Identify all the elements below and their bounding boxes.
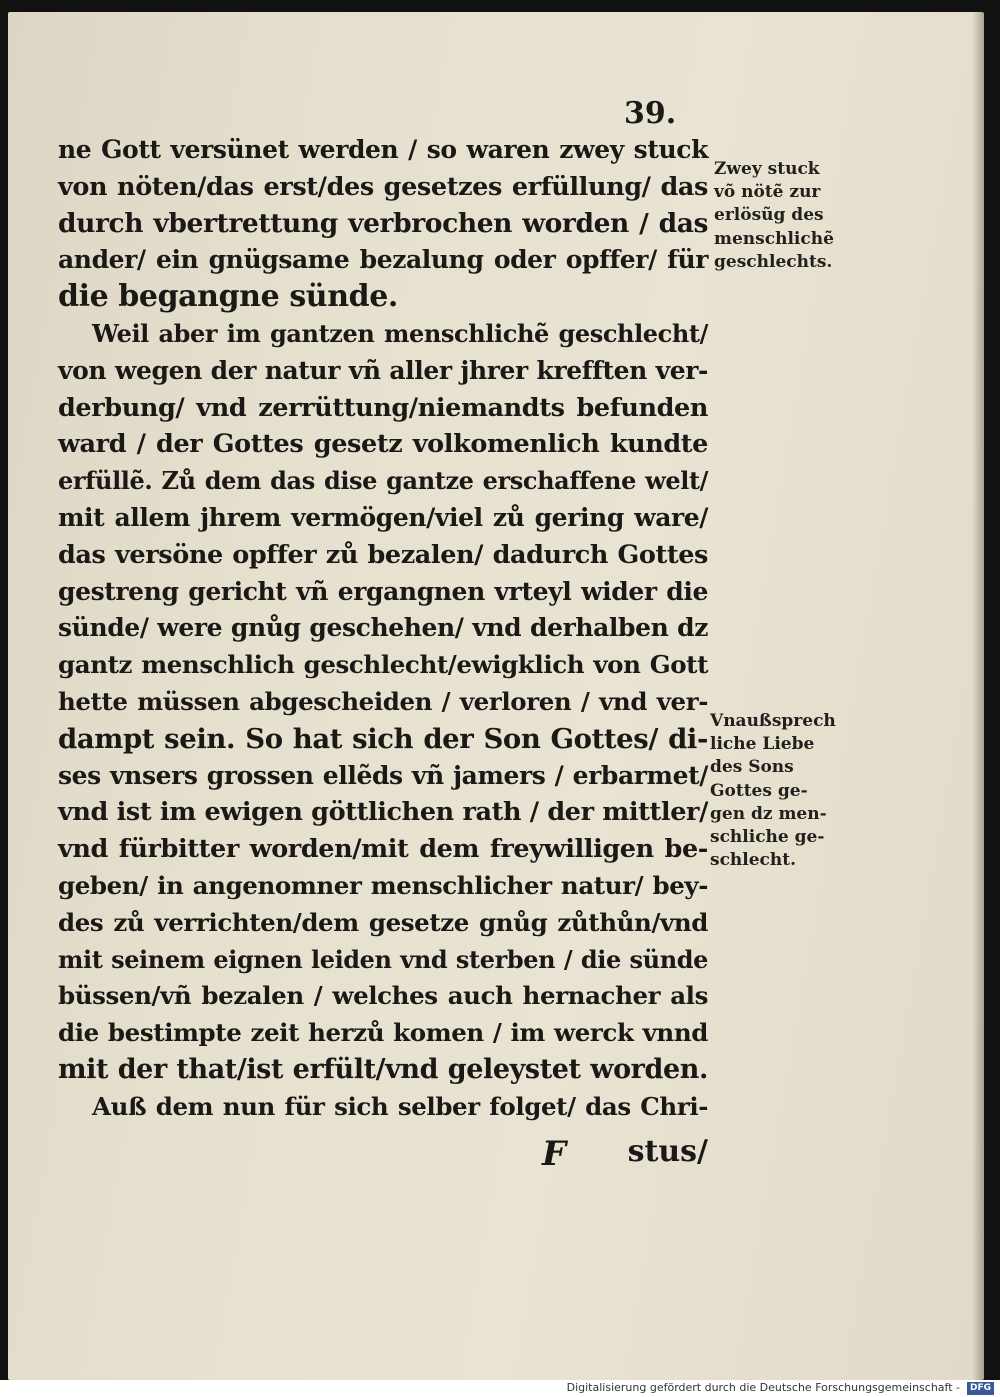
- text-line: von nöten/das erst/des gesetzes erfüllung/ das: [58, 171, 708, 202]
- text-line: ward / der Gottes gesetz volkomenlich kundte: [58, 429, 708, 460]
- text-line: vnd ist im ewigen göttlichen rath / der mittler/: [58, 797, 708, 828]
- text-line: Weil aber im gantzen menschlichẽ geschlecht/: [92, 318, 708, 348]
- text-line: des zů verrichten/dem gesetze gnůg zůthůn/vnd: [58, 907, 708, 937]
- body-text: [58, 132, 708, 1126]
- margin-note-line: menschlichẽ: [714, 228, 834, 249]
- text-line: derbung/ vnd zerrüttung/niemandts befunden: [58, 392, 708, 423]
- text-line: die begangne sünde.: [58, 279, 398, 315]
- text-line: ander/ ein gnügsame bezalung oder opffer/ für: [58, 245, 708, 275]
- text-line: dampt sein. So hat sich der Son Gottes/ di-: [58, 722, 708, 755]
- text-line: vnd fürbitter worden/mit dem freywilligen be-: [58, 834, 708, 865]
- text-line: die bestimpte zeit herzů komen / im werck vnnd: [58, 1018, 708, 1048]
- text-line: mit der that/ist erfült/vnd geleystet worden.: [58, 1053, 708, 1085]
- margin-note: [710, 710, 836, 872]
- margin-note-line: schlecht.: [710, 850, 797, 871]
- margin-note-line: schliche ge-: [710, 826, 825, 847]
- text-line: mit allem jhrem vermögen/viel zů gering ware/: [58, 502, 708, 532]
- footer: [0, 1380, 1000, 1397]
- page-number: 39.: [624, 96, 677, 131]
- margin-note-line: Vnaußsprech: [710, 711, 836, 731]
- text-line: gantz menschlich geschlecht/ewigklich von Gott: [58, 650, 708, 680]
- text-line: ses vnsers grossen ellẽds vñ jamers / erbarmet/: [58, 760, 708, 790]
- text-line: mit seinem eignen leiden vnd sterben / die sünde: [58, 944, 708, 974]
- margin-note-line: Zwey stuck: [714, 159, 820, 179]
- footer-credit: Digitalisierung gefördert durch die Deutsche Forschungsgemeinschaft -: [566, 1381, 960, 1394]
- text-line: geben/ in angenomner menschlicher natur/ bey-: [58, 870, 708, 900]
- margin-note-line: liche Liebe: [710, 734, 815, 755]
- catchword: stus/: [627, 1134, 708, 1169]
- text-line: hette müssen abgescheiden / verloren / vnd ver-: [58, 686, 708, 716]
- page-foot: [58, 1134, 708, 1174]
- text-line: durch vbertrettung verbrochen worden / das: [58, 207, 708, 239]
- margin-note-line: des Sons: [710, 757, 794, 778]
- text-line: das versöne opffer zů bezalen/ dadurch Gottes: [58, 539, 708, 570]
- text-line: gestreng gericht vñ ergangnen vrteyl wider die: [58, 576, 708, 606]
- margin-note-line: gen dz men-: [710, 803, 827, 824]
- text-line: ne Gott versünet werden / so waren zwey stuck: [58, 135, 708, 164]
- margin-note-line: Gottes ge-: [710, 780, 808, 801]
- margin-note-line: võ nötẽ zur: [714, 182, 821, 203]
- text-line: büssen/vñ bezalen / welches auch hernacher als: [58, 981, 708, 1011]
- text-line: von wegen der natur vñ aller jhrer krefften ver-: [58, 355, 708, 385]
- page-edge-shadow: [972, 12, 984, 1380]
- text-line: sünde/ were gnůg geschehen/ vnd derhalben dz: [58, 613, 708, 643]
- text-line: erfüllẽ. Zů dem das dise gantze erschaffene welt/: [58, 466, 708, 496]
- text-line: Auß dem nun für sich selber folget/ das Chri-: [92, 1091, 708, 1121]
- margin-note-line: erlösũg des: [714, 205, 824, 226]
- dfg-logo-icon: DFG: [967, 1382, 994, 1395]
- signature-mark: F: [542, 1134, 567, 1174]
- margin-note: [714, 158, 834, 274]
- margin-note-line: geschlechts.: [714, 251, 833, 272]
